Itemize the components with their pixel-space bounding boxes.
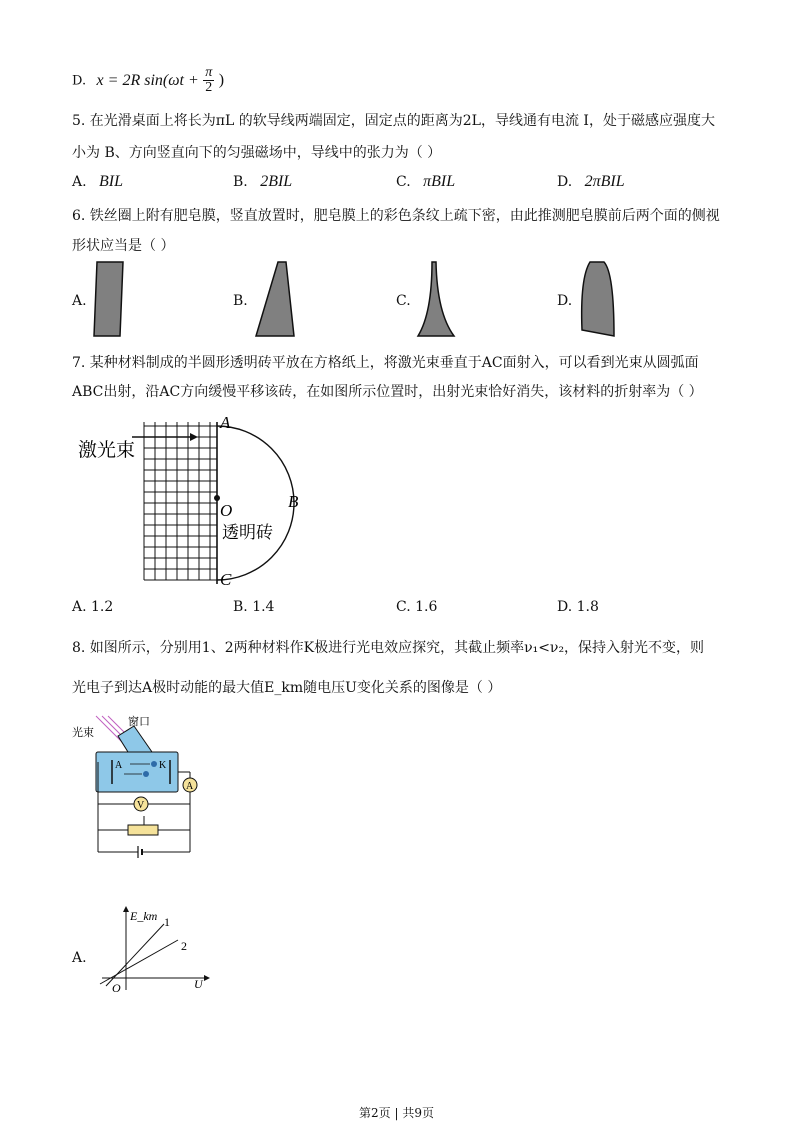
option-value: BIL bbox=[99, 173, 124, 190]
option-label: C. bbox=[396, 174, 411, 190]
q6-option-c-label: C. bbox=[396, 293, 411, 309]
option-expression: x = 2R sin(ωt + bbox=[96, 71, 199, 89]
graph-line-2 bbox=[100, 940, 178, 984]
option-label: B. bbox=[233, 599, 248, 615]
q5-stem-line2: 小为 B、方向竖直向下的匀强磁场中，导线中的张力为（ ） bbox=[72, 145, 442, 161]
window-label: 窗口 bbox=[128, 716, 150, 728]
q7-option-c bbox=[396, 599, 437, 615]
q7-option-b bbox=[233, 599, 274, 615]
fraction-denominator: 2 bbox=[205, 80, 213, 95]
film-shape-a bbox=[90, 258, 130, 340]
origin-label: O bbox=[112, 981, 121, 995]
option-value: 2BIL bbox=[260, 173, 293, 190]
q6-stem-line1: 6. 铁丝圈上附有肥皂膜，竖直放置时，肥皂膜上的彩色条纹上疏下密，由此推测肥皂膜前后两个面的侧视 bbox=[72, 208, 720, 224]
phototube-window bbox=[118, 726, 152, 752]
ammeter-label: A bbox=[186, 781, 194, 792]
q7-stem-line1: 7. 某种材料制成的半圆形透明砖平放在方格纸上，将激光束垂直于AC面射入，可以看到光束从圆弧面 bbox=[72, 355, 699, 371]
q6-stem-line2: 形状应当是（ ） bbox=[72, 238, 175, 254]
x-axis-arrow-icon bbox=[204, 975, 210, 981]
q5-option-d bbox=[557, 173, 625, 191]
brick-label: 透明砖 bbox=[222, 523, 273, 542]
option-value: 1.8 bbox=[576, 599, 599, 615]
q7-option-a bbox=[72, 599, 113, 615]
graph-line-1 bbox=[106, 924, 164, 986]
q5-stem-line1: 5. 在光滑桌面上将长为πL 的软导线两端固定，固定点的距离为2L，导线通有电流 I，处于磁感应强度大 bbox=[72, 113, 715, 129]
y-axis-arrow-icon bbox=[123, 906, 129, 912]
light-beam-label: 光束 bbox=[72, 727, 94, 739]
rheostat bbox=[128, 825, 158, 835]
y-axis-label: E_km bbox=[130, 909, 158, 923]
x-axis-label: U bbox=[194, 977, 203, 991]
option-label: A. bbox=[72, 599, 87, 615]
q7-option-d bbox=[557, 599, 599, 615]
electron bbox=[143, 771, 149, 777]
q6-option-a-label: A. bbox=[72, 293, 87, 309]
voltmeter-label: V bbox=[137, 800, 145, 811]
beam-arrow-icon bbox=[190, 433, 198, 441]
film-shape-b bbox=[252, 258, 300, 340]
q8-option-a-graph bbox=[92, 906, 222, 996]
option-label: D. bbox=[72, 73, 87, 89]
point-c-label: C bbox=[220, 570, 232, 589]
fraction bbox=[203, 66, 214, 95]
q5-option-b bbox=[233, 173, 292, 191]
fraction-numerator: π bbox=[205, 65, 213, 80]
q8-stem-line1: 8. 如图所示，分别用1、2两种材料作K极进行光电效应探究，其截止频率ν₁<ν₂，保持入射光不变，则 bbox=[72, 640, 705, 656]
laser-beam-label: 激光束 bbox=[78, 440, 136, 461]
point-a-label: A bbox=[220, 413, 231, 432]
phototube bbox=[96, 752, 178, 792]
option-label: A. bbox=[72, 174, 87, 190]
option-value: πBIL bbox=[423, 173, 456, 190]
option-expression-end: ) bbox=[218, 71, 225, 89]
photoelectric-circuit-figure bbox=[72, 712, 212, 862]
film-shape-c bbox=[412, 258, 460, 340]
line-1-label: 1 bbox=[164, 915, 170, 929]
option-label: D. bbox=[557, 599, 573, 615]
point-b-label: B bbox=[288, 492, 299, 511]
option-value: 1.6 bbox=[415, 599, 438, 615]
film-shape-d bbox=[576, 258, 624, 340]
option-label: B. bbox=[233, 174, 248, 190]
option-label: C. bbox=[396, 599, 411, 615]
q8-option-a-label: A. bbox=[72, 950, 87, 966]
q6-option-d-label: D. bbox=[557, 293, 573, 309]
option-value: 1.2 bbox=[91, 599, 114, 615]
q7-figure bbox=[72, 412, 332, 592]
q5-option-c bbox=[396, 173, 455, 191]
anode-label: A bbox=[115, 760, 123, 771]
page-footer: 第2页 | 共9页 bbox=[359, 1106, 434, 1120]
cathode-label: K bbox=[159, 760, 167, 771]
line-2-label: 2 bbox=[181, 939, 187, 953]
electron bbox=[151, 761, 157, 767]
option-label: D. bbox=[557, 174, 573, 190]
q8-stem-line2: 光电子到达A极时动能的最大值E_km随电压U变化关系的图像是（ ） bbox=[72, 680, 502, 696]
point-o-label: O bbox=[220, 501, 233, 520]
q5-option-a bbox=[72, 173, 123, 191]
q4-option-d bbox=[72, 66, 224, 95]
option-value: 1.4 bbox=[252, 599, 275, 615]
q7-stem-line2: ABC出射，沿AC方向缓慢平移该砖，在如图所示位置时，出射光束恰好消失，该材料的折射率为（ ） bbox=[72, 384, 703, 400]
graph-paper-grid bbox=[144, 422, 217, 580]
q6-option-b-label: B. bbox=[233, 293, 248, 309]
option-value: 2πBIL bbox=[584, 173, 625, 190]
